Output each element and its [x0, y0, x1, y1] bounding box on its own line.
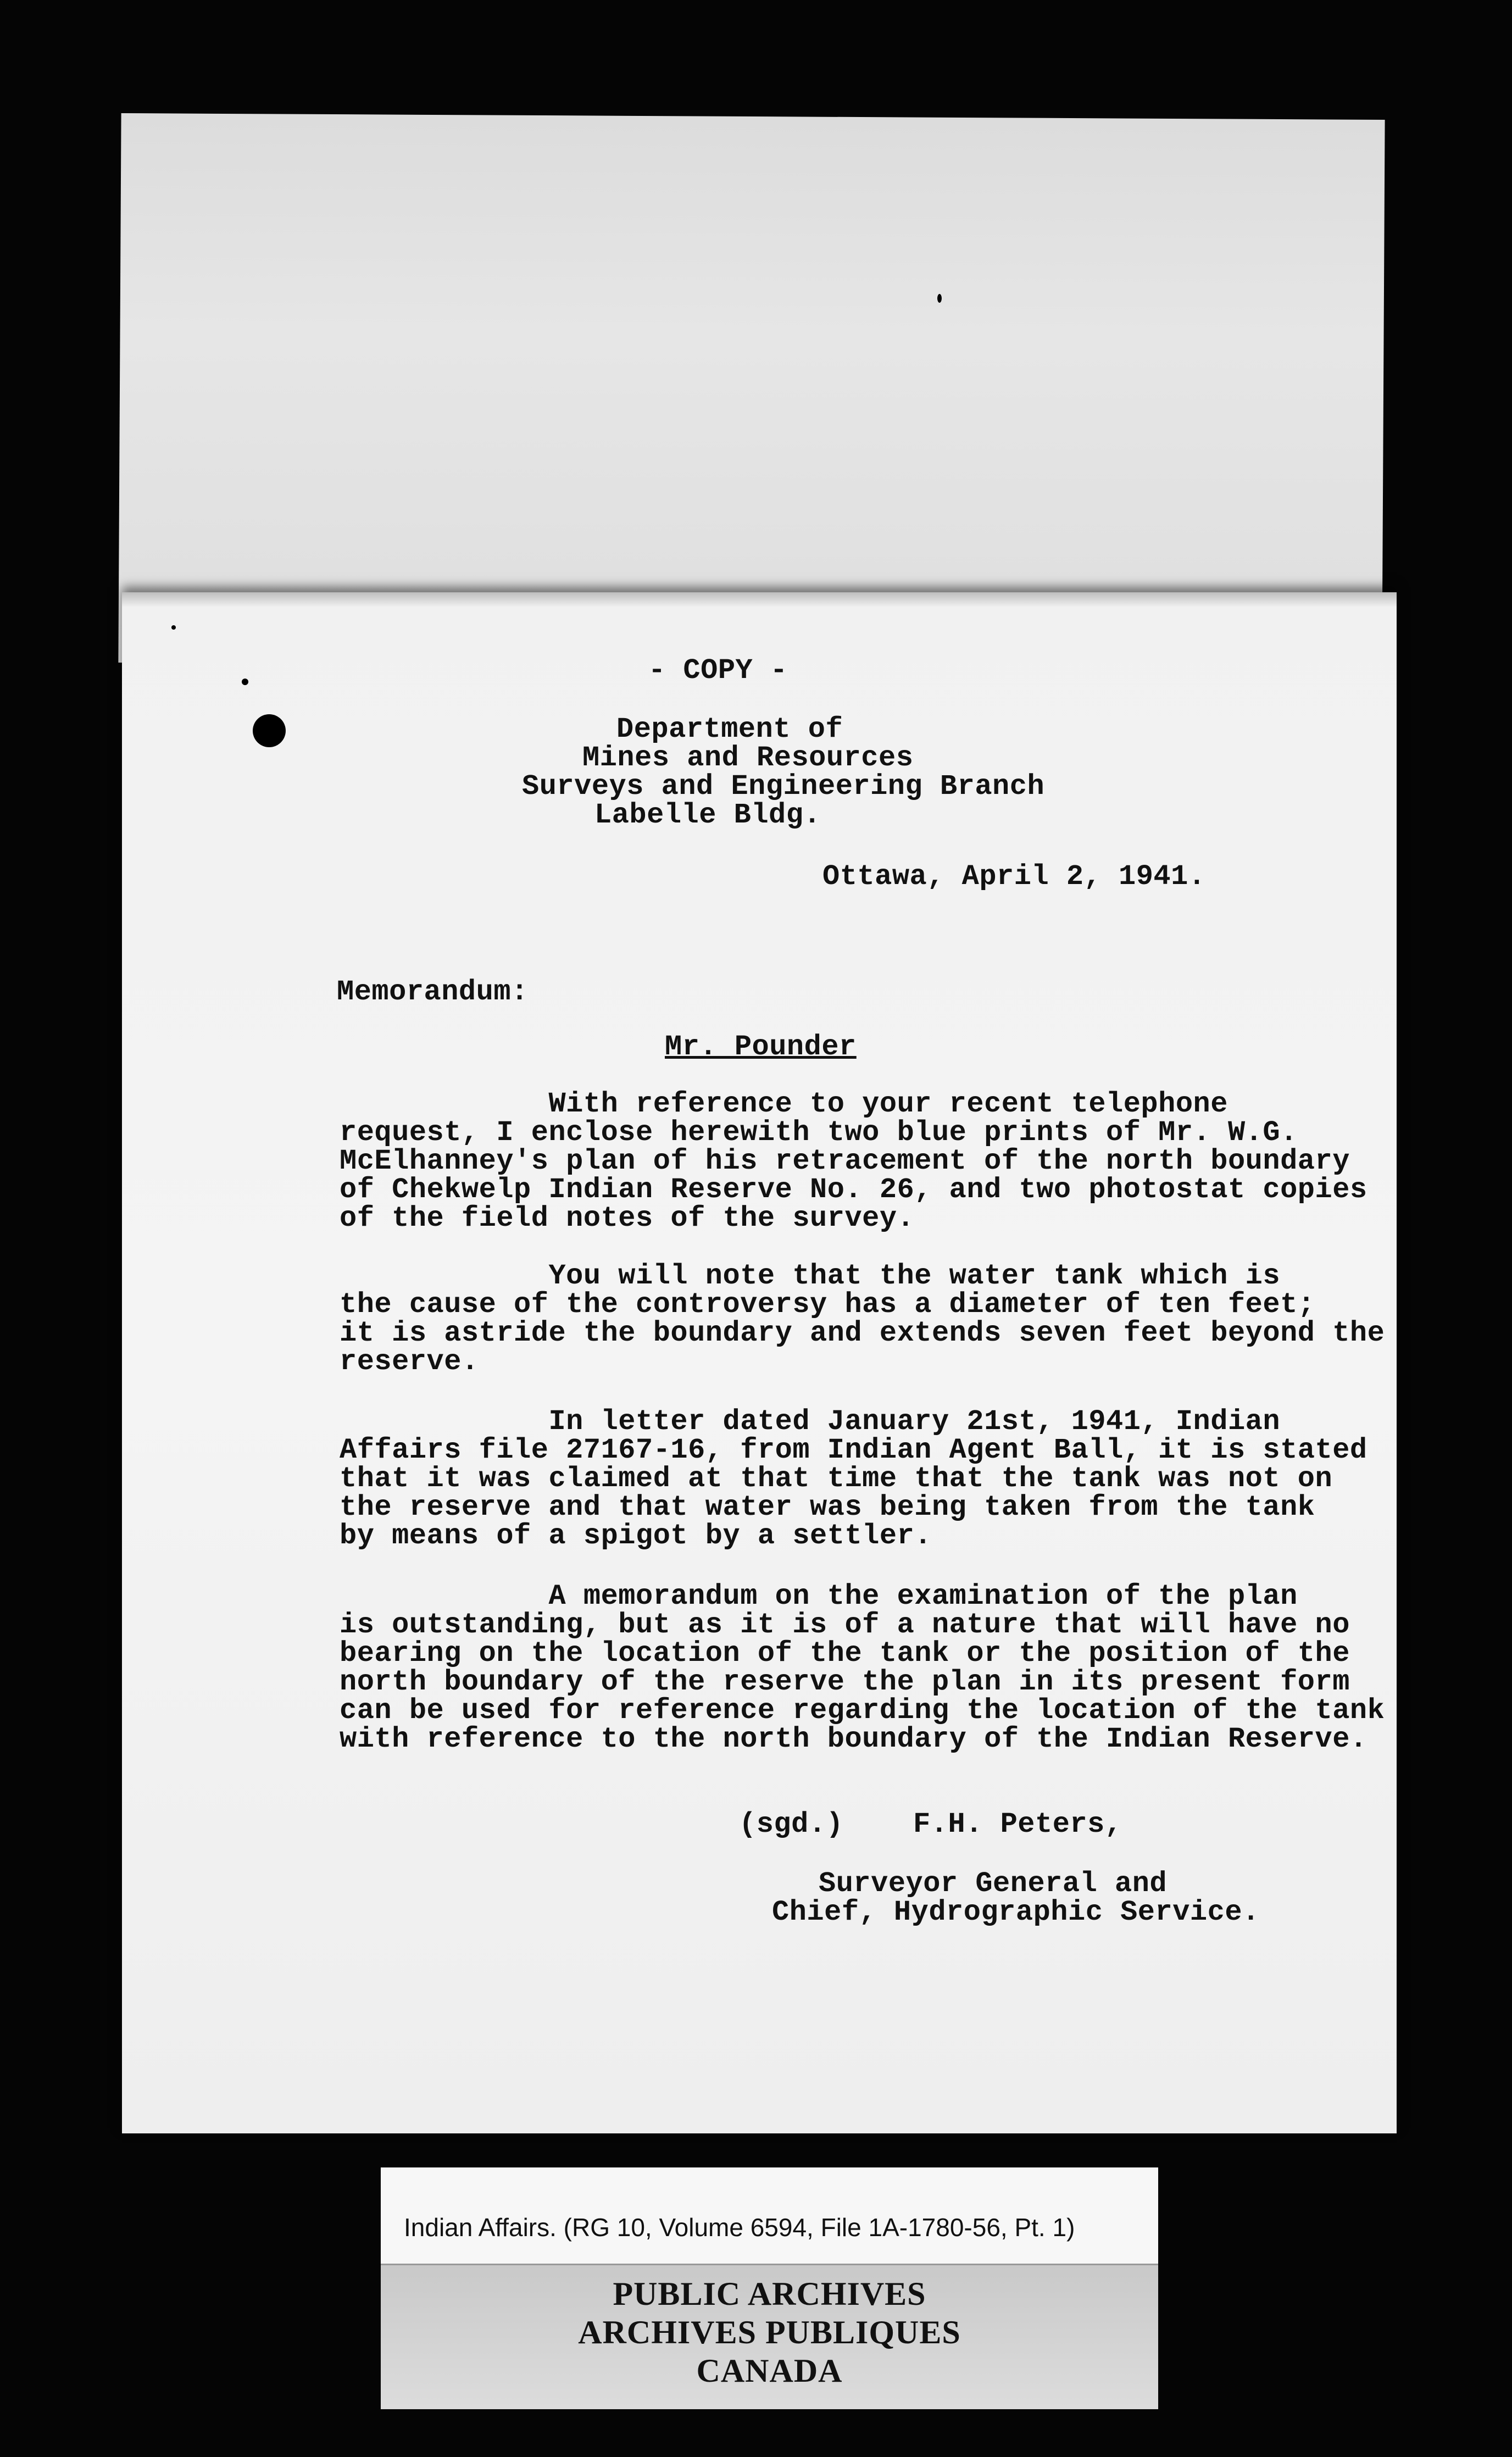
speck — [242, 679, 248, 685]
body-line: In letter dated January 21st, 1941, Indian — [340, 1405, 1281, 1438]
stamp-line: CANADA — [696, 2353, 843, 2389]
addressee: Mr. Pounder — [665, 1031, 857, 1063]
body-line: the reserve and that water was being taken from the tank — [340, 1491, 1315, 1524]
body-line: north boundary of the reserve the plan in its present form — [340, 1666, 1350, 1698]
body-line: McElhanney's plan of his retracement of the north boundary — [340, 1145, 1350, 1177]
speck — [171, 625, 176, 630]
copy-mark: - COPY - — [648, 654, 788, 687]
signature: (sgd.) F.H. Peters, — [739, 1808, 1122, 1841]
body-line: reserve. — [340, 1346, 479, 1378]
body-line: can be used for reference regarding the location of the tank — [340, 1694, 1385, 1727]
letterhead-line: Surveys and Engineering Branch — [522, 770, 1045, 803]
body-line: of Chekwelp Indian Reserve No. 26, and two photostat copies — [340, 1174, 1368, 1206]
body-line: Affairs file 27167-16, from Indian Agent Ball, it is stated — [340, 1434, 1368, 1466]
back-page — [118, 113, 1385, 669]
letterhead-line: Department of — [616, 713, 843, 746]
letterhead-line: Mines and Resources — [582, 742, 914, 774]
body-line: request, I enclose herewith two blue prints of Mr. W.G. — [340, 1116, 1298, 1149]
archive-stamp — [381, 2265, 1158, 2409]
body-line: A memorandum on the examination of the plan — [340, 1580, 1298, 1613]
body-line: with reference to the north boundary of the Indian Reserve. — [340, 1723, 1368, 1755]
signatory-title: Surveyor General and — [819, 1867, 1168, 1900]
body-line: the cause of the controversy has a diameter of ten feet; — [340, 1288, 1315, 1321]
memo-label: Memorandum: — [337, 976, 529, 1008]
archive-reference: Indian Affairs. (RG 10, Volume 6594, File 1A-1780-56, Pt. 1) — [404, 2213, 1075, 2242]
archive-label — [381, 2167, 1158, 2409]
body-line: of the field notes of the survey. — [340, 1202, 915, 1235]
body-line: it is astride the boundary and extends seven feet beyond the — [340, 1317, 1385, 1349]
body-line: bearing on the location of the tank or the position of the — [340, 1637, 1350, 1670]
speck — [937, 294, 942, 303]
stamp-line: PUBLIC ARCHIVES — [613, 2276, 926, 2312]
signatory-title: Chief, Hydrographic Service. — [772, 1896, 1260, 1928]
letter-date: Ottawa, April 2, 1941. — [822, 860, 1206, 893]
body-line: With reference to your recent telephone — [340, 1088, 1228, 1120]
stamp-line: ARCHIVES PUBLIQUES — [578, 2314, 961, 2350]
body-line: that it was claimed at that time that the tank was not on — [340, 1463, 1333, 1495]
punch-hole — [253, 714, 286, 747]
body-line: is outstanding, but as it is of a nature that will have no — [340, 1609, 1350, 1641]
archive-reference-panel — [381, 2167, 1158, 2265]
body-line: by means of a spigot by a settler. — [340, 1520, 932, 1552]
body-line: You will note that the water tank which is — [340, 1260, 1281, 1292]
letterhead-line: Labelle Bldg. — [594, 799, 821, 831]
